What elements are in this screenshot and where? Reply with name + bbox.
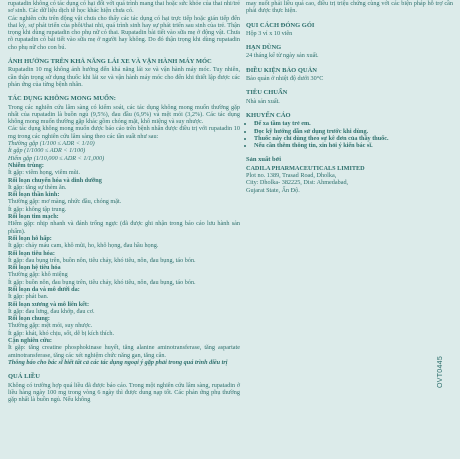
adr-group-text: Ít gặp: viêm họng, viêm mũi. <box>8 169 81 177</box>
warning-item: • Để xa tầm tay trẻ em. <box>254 120 453 127</box>
overdose-continued: may nuốt phải liều quá cao, điều trị triệu chứng cùng với các biện pháp hỗ trợ cần phải được thực hiện. <box>246 0 453 15</box>
adr-heading: TÁC DỤNG KHÔNG MONG MUỐN: <box>8 95 116 103</box>
adr-intro: Trong các nghiên cứu lâm sàng có kiểm soát, các tác dụng không mong muốn thường gặp nhất của rupatadin là buồn ngủ (9,5%), đau đầu (6,9%) và mệt mỏi (3,2%). Các tác dụng không mong muốn thường gặp khác gồm chóng mặt, khô miệng và suy nhược. <box>8 103 240 126</box>
adr-group-heading: Nhiễm trùng: <box>8 161 44 169</box>
packaging-text: Hộp 3 vỉ x 10 viên <box>246 29 293 37</box>
left-column <box>8 0 240 403</box>
warning-item: • Đọc kỹ hướng dẫn sử dụng trước khi dùng. <box>254 128 453 135</box>
adr-groups <box>8 162 240 359</box>
overdose-heading: QUÁ LIỀU <box>8 373 40 381</box>
driving-text: Rupatadin 10 mg không ảnh hưởng đến khả năng lái xe và vận hành máy móc. Tuy nhiên, cần thận trọng sử dụng thuốc khi lái xe và vận hành máy móc cho đến khi thiết lập được các phản ứng của từng bệnh nhân. <box>8 66 240 88</box>
adr-group-heading: Rối loạn xương và mô liên kết: <box>8 300 90 308</box>
driving-heading: ẢNH HƯỞNG TRÊN KHẢ NĂNG LÁI XE VÀ VẬN HÀNH MÁY MÓC <box>8 58 212 66</box>
manufacturer-address: City: Dholka- 382225, Dist: Ahmedabad, <box>246 179 349 187</box>
adr-group-text: Ít gặp: tăng sự thèm ăn. <box>8 183 67 191</box>
adr-group-text: Ít gặp: đau lưng, đau khớp, đau cơ. <box>8 307 95 315</box>
warnings-heading: KHUYẾN CÁO <box>246 111 291 119</box>
warnings-list <box>246 120 453 149</box>
storage-heading: ĐIỀU KIỆN BẢO QUẢN <box>246 66 317 74</box>
expiry-heading: HẠN DÙNG <box>246 44 282 52</box>
packaging-heading: QUI CÁCH ĐÓNG GÓI <box>246 21 315 29</box>
document-code: OVT0445 <box>437 355 444 388</box>
adr-group-text: Hiếm gặp: nhịp nhanh và đánh trống ngực (đã được ghi nhận trong báo cáo lưu hành sản phẩm). <box>8 220 240 235</box>
adr-group-text: Ít gặp: đau bụng trên, buồn nôn, tiêu chảy, khó tiêu, nôn, đau bụng, táo bón. <box>8 256 196 264</box>
frequency-line: Thường gặp (1/100 ≤ ADR < 1/10) <box>8 140 95 148</box>
right-column <box>246 0 453 194</box>
warning-item: • Nếu cần thêm thông tin, xin hỏi ý kiến bác sĩ. <box>254 142 453 149</box>
overdose-text: Không có trường hợp quá liều đã được báo cáo. Trong một nghiên cứu lâm sàng, rupatadin ở liều hàng ngày 100 mg trong vòng 6 ngày thì được dung nạp tốt. Các phản ứng phụ thường gặp nhất là buồn ngủ. Nếu không <box>8 381 240 404</box>
intro-paragraph: rupatadin không có tác dụng có hại đối với quá trình mang thai hoặc sức khỏe của thai nhi/trẻ sơ sinh. Các dữ liệu dịch tễ học khác hiện chưa có. <box>8 0 240 15</box>
manufacturer-address: Gujarat State, Ấn Độ. <box>246 186 300 194</box>
warning-item: • Thuốc này chỉ dùng theo sự kê đơn của thầy thuốc. <box>254 135 453 142</box>
adr-group-text: Ít gặp: tăng creatine phosphokinase huyết, tăng alanine aminotransferase, tăng aspartate aminotransferase, tăng các xét nghiệm chức năng gan, tăng cân. <box>8 344 240 359</box>
adr-group-heading: Rối loạn da và mô dưới da: <box>8 285 80 293</box>
adr-group-text: Thường gặp: khô miệng Ít gặp: buồn nôn, đau bụng trên, tiêu chảy, khó tiêu, nôn, đau bụng, táo bón. <box>8 271 196 286</box>
adr-group-heading: Rối loạn hô hấp: <box>8 234 52 242</box>
adr-group-heading: Rối loạn tiêu hóa: <box>8 249 55 257</box>
adr-group-heading: Rối loạn chuyển hóa và dinh dưỡng <box>8 176 102 184</box>
adr-intro: Các tác dụng không mong muốn được báo cáo trên bệnh nhân được điều trị với rupatadin 10 mg trong các nghiên cứu lâm sàng theo các tần suất như sau: <box>8 125 240 140</box>
adr-group-text: Ít gặp: chảy máu cam, khô mũi, ho, khô họng, đau hầu họng. <box>8 242 159 250</box>
report-notice: Thông báo cho bác sĩ biết tất cả các tác dụng ngoại ý gặp phải trong quá trình điều trị <box>8 358 228 366</box>
standard-text: Nhà sản xuất. <box>246 97 280 105</box>
adr-group-text: Ít gặp: phát ban. <box>8 293 49 301</box>
adr-group-text: Thường gặp: mơ màng, nhức đầu, chóng mặt. Ít gặp: không tập trung. <box>8 198 122 213</box>
adr-group-text: Thường gặp: mệt mỏi, suy nhược. Ít gặp: khát, khó chịu, sốt, dễ bị kích thích. <box>8 322 115 337</box>
frequency-line: Ít gặp (1/1000 ≤ ADR < 1/100) <box>8 147 86 155</box>
manufacturer-address: Plot no. 1389, Trasad Road, Dholka, <box>246 172 337 180</box>
adr-group-heading: Rối loạn tim mạch: <box>8 213 59 221</box>
manufacturer-name: CADILA PHARMACEUTICALS LIMITED <box>246 164 365 172</box>
adr-group-heading: Cận nghiên cứu: <box>8 337 52 345</box>
adr-group-heading: Rối loạn hệ tiêu hóa <box>8 264 61 272</box>
adr-group-heading: Rối loạn thần kinh: <box>8 191 60 199</box>
standard-heading: TIÊU CHUẨN <box>246 89 288 97</box>
frequency-line: Hiếm gặp (1/10,000 ≤ ADR < 1/1,000) <box>8 154 105 162</box>
manufacturer-label: Sản xuất bởi <box>246 156 282 164</box>
adr-group-heading: Rối loạn chung: <box>8 315 50 323</box>
expiry-text: 24 tháng kể từ ngày sản xuất. <box>246 52 319 60</box>
intro-paragraph: Các nghiên cứu trên động vật chưa cho thấy các tác dụng có hại trực tiếp hoặc gián tiếp đến thai kỳ, sự phát triển của phôi/thai nhi, quá trình sinh hay sự phát triển sau sinh của trẻ. Thận trọng khi dùng rupatadin cho phụ nữ có thai. Rupatadin bài tiết vào sữa mẹ ở động vật. Chưa rõ rupatadin có bài tiết vào sữa mẹ ở người hay không. Do đó thận trọng khi dùng rupatadin cho phụ nữ cho con bú. <box>8 14 240 51</box>
storage-text: Bảo quản ở nhiệt độ dưới 30°C <box>246 75 324 83</box>
